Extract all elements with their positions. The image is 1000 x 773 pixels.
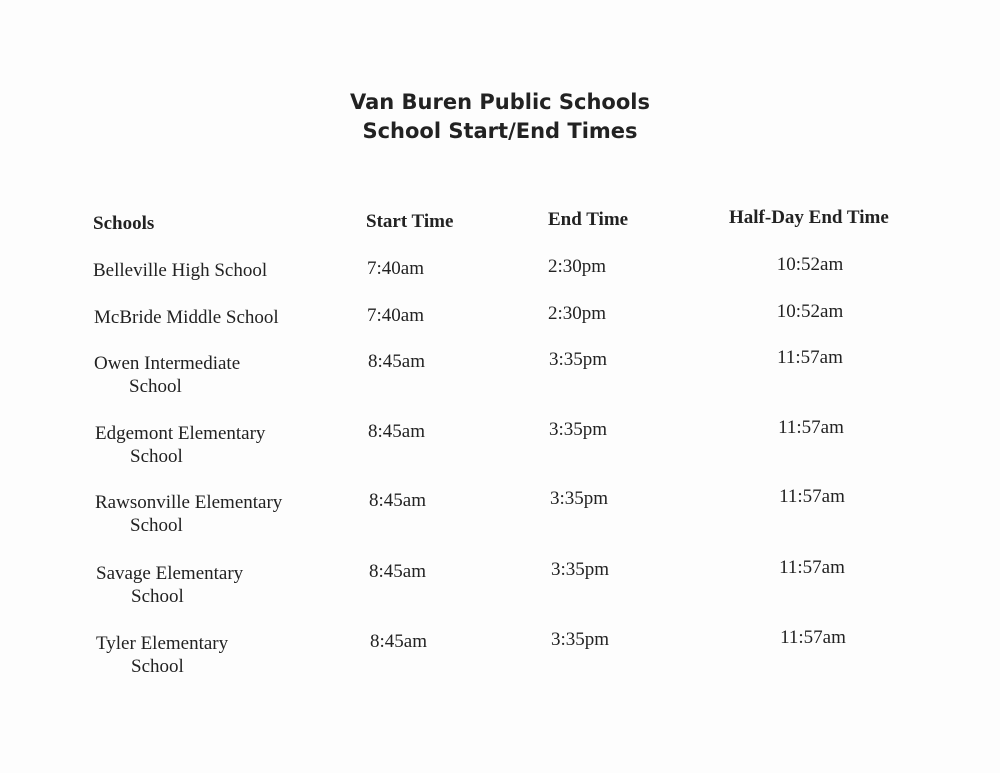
end-time-cell: 3:35pm: [550, 488, 609, 509]
half-day-end-time-cell: 10:52am: [776, 254, 844, 275]
school-name-continued: School: [131, 586, 184, 607]
table-row-school-name: [93, 259, 267, 282]
half-day-end-time-cell: 11:57am: [778, 417, 844, 438]
title-line-1: Van Buren Public Schools: [350, 90, 650, 114]
table-row-school-name: [94, 352, 240, 398]
school-name-continued: School: [130, 446, 183, 467]
half-day-end-time-cell: 11:57am: [779, 557, 845, 578]
header-start-time: Start Time: [366, 211, 454, 232]
end-time-cell: 3:35pm: [549, 349, 608, 370]
school-name: Savage Elementary: [96, 563, 244, 584]
header-end-time: End Time: [548, 209, 629, 230]
document-title: [300, 88, 700, 146]
end-time-cell: 3:35pm: [551, 559, 610, 580]
school-name-continued: School: [129, 376, 182, 397]
table-row-school-name: [95, 422, 265, 468]
end-time-cell: 2:30pm: [548, 303, 607, 324]
start-time-cell: 8:45am: [368, 351, 425, 372]
table-row-school-name: [96, 632, 228, 678]
half-day-end-time-cell: 11:57am: [777, 347, 843, 368]
half-day-end-time-cell: 10:52am: [776, 301, 844, 322]
end-time-cell: 3:35pm: [549, 419, 608, 440]
table-row-school-name: [96, 562, 243, 608]
school-name: Rawsonville Elementary: [95, 492, 283, 513]
start-time-cell: 8:45am: [368, 421, 425, 442]
half-day-end-time-cell: 11:57am: [779, 486, 845, 507]
table-row-school-name: [94, 306, 279, 329]
school-name-continued: School: [130, 515, 183, 536]
start-time-cell: 8:45am: [369, 490, 426, 511]
header-half-day-end-time: Half-Day End Time: [729, 207, 889, 228]
table-row-school-name: [95, 491, 282, 537]
start-time-cell: 7:40am: [367, 258, 424, 279]
school-name: Belleville High School: [93, 260, 268, 281]
title-line-2: School Start/End Times: [362, 119, 638, 143]
school-name: Owen Intermediate: [94, 353, 241, 374]
school-name: McBride Middle School: [94, 307, 279, 328]
half-day-end-time-cell: 11:57am: [780, 627, 846, 648]
start-time-cell: 8:45am: [370, 631, 427, 652]
school-name: Tyler Elementary: [96, 633, 229, 654]
school-name-continued: School: [131, 656, 184, 677]
end-time-cell: 2:30pm: [548, 256, 607, 277]
start-time-cell: 7:40am: [367, 305, 424, 326]
end-time-cell: 3:35pm: [551, 629, 610, 650]
header-schools: Schools: [93, 213, 155, 234]
school-name: Edgemont Elementary: [95, 423, 266, 444]
start-time-cell: 8:45am: [369, 561, 426, 582]
